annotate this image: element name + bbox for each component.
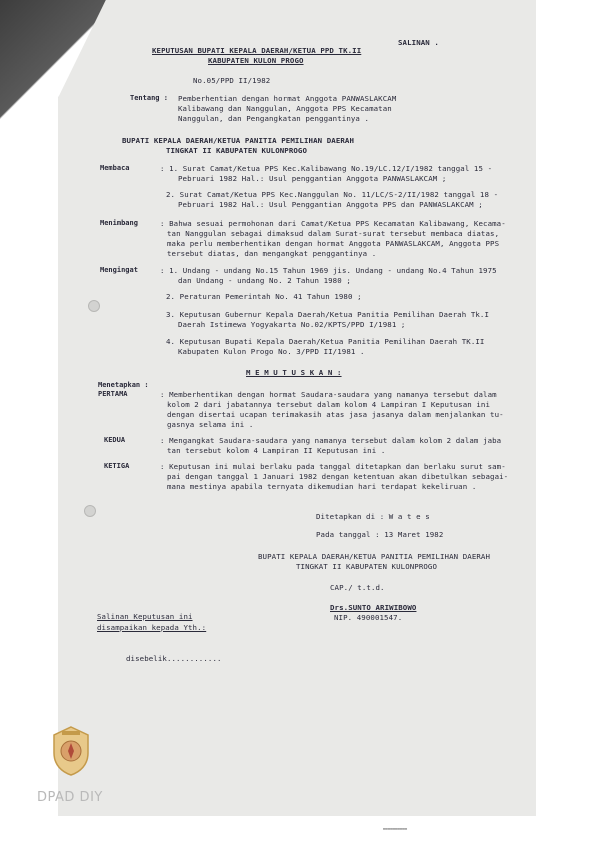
signatory-name: Drs.SUNTO ARIWIBOWO <box>330 603 417 612</box>
tentang-line2: Kalibawang dan Nanggulan, Anggota PPS Kecamatan <box>178 104 392 113</box>
mengingat-item3-line2: Daerah Istimewa Yogyakarta No.02/KPTS/PPD I/1981 ; <box>178 320 406 329</box>
page-footer-mark: ▬▬▬▬▬▬▬▬▬▬ <box>383 826 408 831</box>
tentang-line1: Pemberhentian dengan hormat Anggota PANWASLAKCAM <box>178 94 397 103</box>
decree-number: No.05/PPD II/1982 <box>193 76 271 85</box>
mengingat-item1-line2: dan Undang - undang No. 2 Tahun 1980 ; <box>178 276 351 285</box>
ditetapkan-place: Ditetapkan di : W a t e s <box>316 512 430 521</box>
pertama-line4: gasnya selama ini . <box>167 420 254 429</box>
signatory-title1: BUPATI KEPALA DAERAH/KETUA PANITIA PEMILIHAN DAERAH <box>258 552 491 561</box>
mengingat-item4-line2: Kabupaten Kulon Progo No. 3/PPD II/1981 . <box>178 347 365 356</box>
authority-line1: BUPATI KEPALA DAERAH/KETUA PANITIA PEMILIHAN DAERAH <box>122 136 355 145</box>
menimbang-line1: : Bahwa sesuai permohonan dari Camat/Ketua PPS Kecamatan Kalibawang, Kecama- <box>160 219 506 228</box>
decree-title-line1: KEPUTUSAN BUPATI KEPALA DAERAH/KETUA PPD TK.II <box>152 46 362 55</box>
membaca-item1-line2: Pebruari 1982 Hal.: Usul penggantian Anggota PANWASLAKCAM ; <box>178 174 447 183</box>
membaca-item1-line1: : 1. Surat Camat/Ketua PPS Kec.Kalibawang No.19/LC.12/I/1982 tanggal 15 - <box>160 164 493 173</box>
watermark-text: DPAD DIY <box>37 790 103 805</box>
kedua-line1: : Mengangkat Saudara-saudara yang namanya tersebut dalam kolom 2 dalam jaba <box>160 436 502 445</box>
ketiga-line2: pai dengan tanggal 1 Januari 1982 dengan ketentuan akan dibetulkan sebagai- <box>167 472 509 481</box>
mengingat-item4-line1: 4. Keputusan Bupati Kepala Daerah/Ketua Panitia Pemilihan Daerah TK.II <box>166 337 485 346</box>
ketiga-line1: : Keputusan ini mulai berlaku pada tanggal ditetapkan dan berlaku surut sam- <box>160 462 506 471</box>
salinan-note-line2: disampaikan kepada Yth.: <box>97 623 207 632</box>
pertama-line2: kolom 2 dari jabatannya tersebut dalam kolom 4 Lampiran I Keputusan ini <box>167 400 491 409</box>
memutuskan-heading: M E M U T U S K A N : <box>246 368 342 377</box>
pertama-label: PERTAMA <box>98 390 128 398</box>
tentang-label: Tentang : <box>130 94 168 102</box>
menimbang-line4: tersebut diatas, dan mengangkat penggantinya . <box>167 249 377 258</box>
mengingat-label: Mengingat <box>100 266 138 274</box>
mengingat-item1-line1: : 1. Undang - undang No.15 Tahun 1969 jis. Undang - undang No.4 Tahun 1975 <box>160 266 497 275</box>
mengingat-item2-line1: 2. Peraturan Pemerintah No. 41 Tahun 1980 ; <box>166 292 362 301</box>
menetapkan-label: Menetapkan : <box>98 381 149 389</box>
punch-hole-top <box>88 300 100 312</box>
signatory-nip: NIP. 490001547. <box>334 613 403 622</box>
tentang-line3: Nanggulan, dan Pengangkatan penggantinya . <box>178 114 370 123</box>
salinan-note-line3: disebelik............ <box>126 654 222 663</box>
menimbang-line3: maka perlu memberhentikan dengan hormat Anggota PANWASLAKCAM, Anggota PPS <box>167 239 500 248</box>
ketiga-line3: mana mestinya apabila ternyata dikemudian hari terdapat kekeliruan . <box>167 482 477 491</box>
ditetapkan-date: Pada tanggal : 13 Maret 1982 <box>316 530 444 539</box>
membaca-item2-line2: Pebruari 1982 Hal.: Usul Penggantian Anggota PPS dan PANWASLAKCAM ; <box>178 200 483 209</box>
mengingat-item3-line1: 3. Keputusan Gubernur Kepala Daerah/Ketua Panitia Pemilihan Daerah Tk.I <box>166 310 490 319</box>
ketiga-label: KETIGA <box>104 462 130 470</box>
archive-seal-logo <box>50 725 92 777</box>
menimbang-label: Menimbang <box>100 219 138 227</box>
membaca-item2-line1: 2. Surat Camat/Ketua PPS Kec.Nanggulan No. 11/LC/S-2/II/1982 tanggal 18 - <box>166 190 499 199</box>
authority-line2: TINGKAT II KABUPATEN KULONPROGO <box>166 146 308 155</box>
pertama-line1: : Memberhentikan dengan hormat Saudara-saudara yang namanya tersebut dalam <box>160 390 497 399</box>
kedua-line2: tan tersebut kolom 4 Lampiran II Keputusan ini . <box>167 446 386 455</box>
signatory-title2: TINGKAT II KABUPATEN KULONPROGO <box>296 562 438 571</box>
decree-title-line2: KABUPATEN KULON PROGO <box>208 56 304 65</box>
menimbang-line2: tan Nanggulan sebagai dimaksud dalam Surat-surat tersebut membaca diatas, <box>167 229 500 238</box>
membaca-label: Membaca <box>100 164 130 172</box>
cap-ttd: CAP./ t.t.d. <box>330 583 385 592</box>
pertama-line3: dengan disertai ucapan terimakasih atas jasa jasanya dalam menjalankan tu- <box>167 410 504 419</box>
kedua-label: KEDUA <box>104 436 126 444</box>
punch-hole-bottom <box>84 505 96 517</box>
salinan-mark: SALINAN . <box>398 38 439 47</box>
salinan-note-line1: Salinan Keputusan ini <box>97 612 193 621</box>
